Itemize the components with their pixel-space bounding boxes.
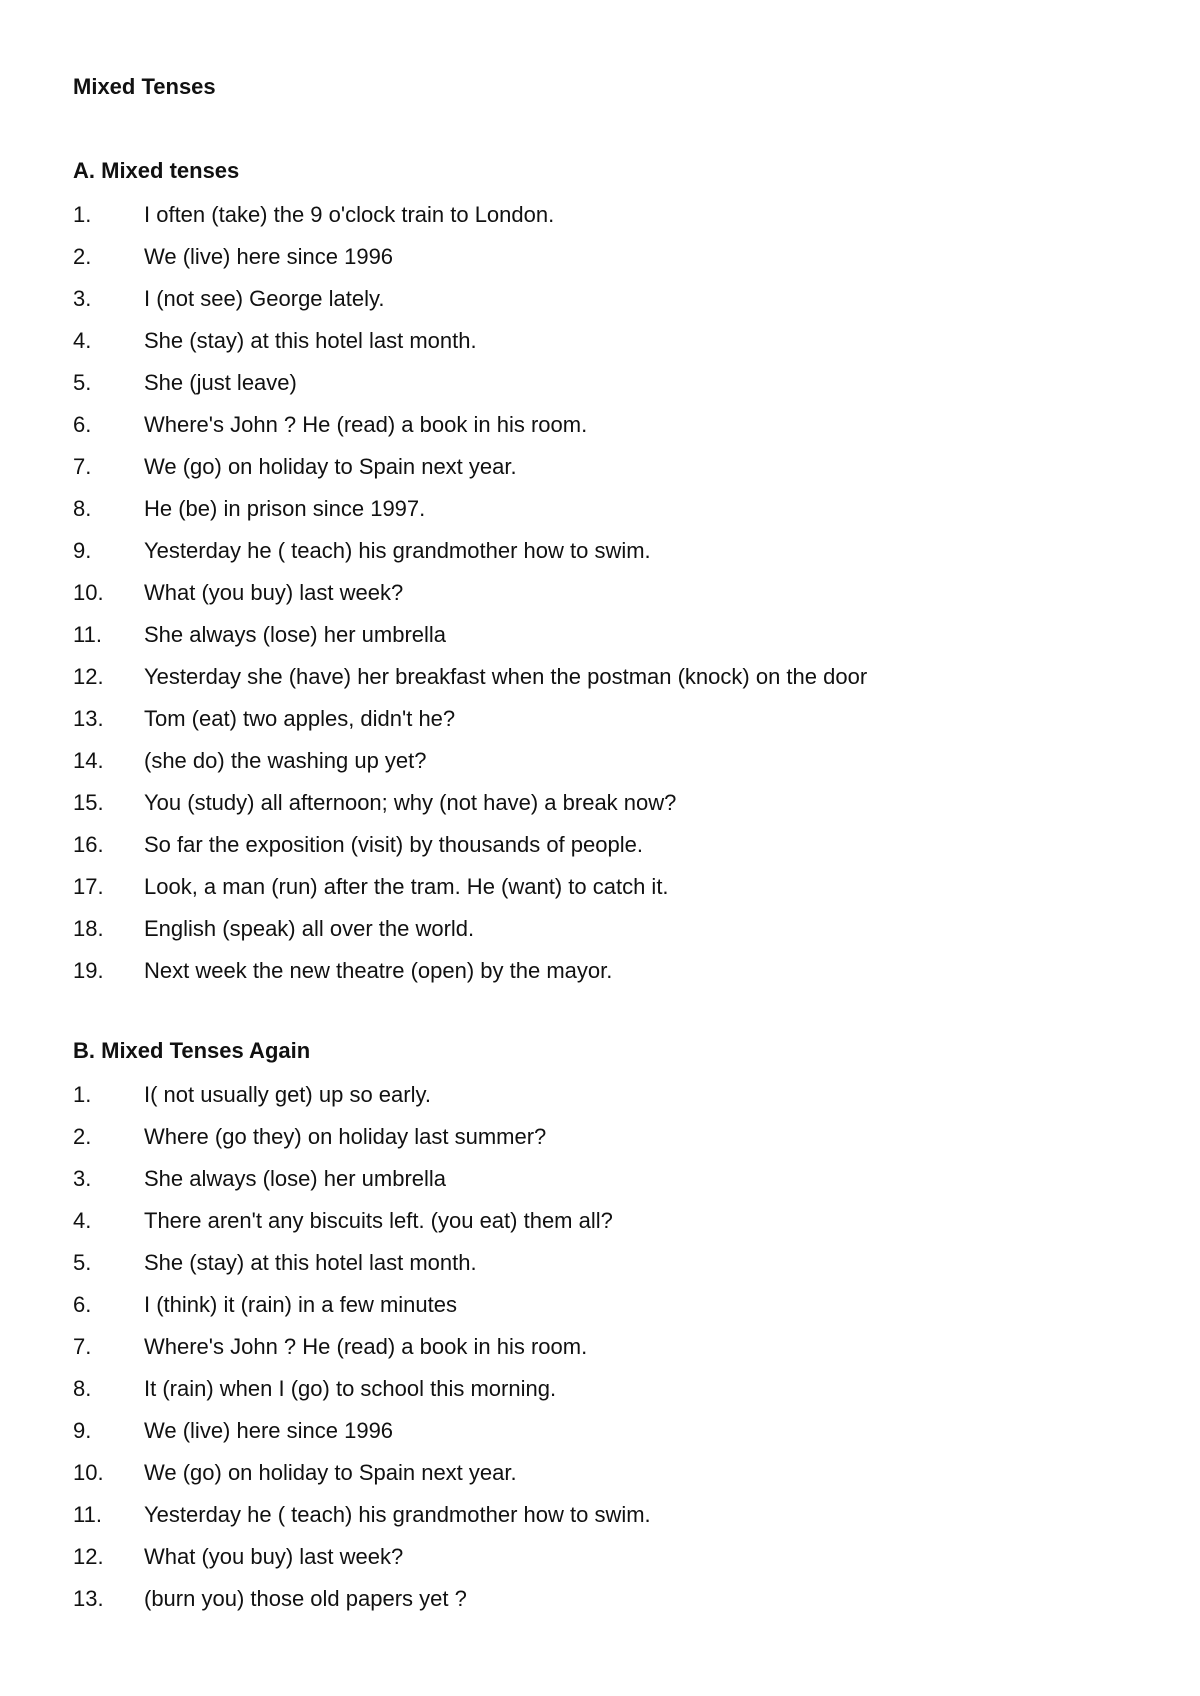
exercise-item xyxy=(73,614,1133,656)
exercise-item xyxy=(73,1284,1133,1326)
exercise-number: 12. xyxy=(73,1544,104,1569)
exercise-item xyxy=(73,698,1133,740)
exercise-number: 11. xyxy=(73,622,102,647)
exercise-number: 9. xyxy=(73,1418,92,1443)
exercise-item xyxy=(73,236,1133,278)
exercise-sentence: We (go) on holiday to Spain next year. xyxy=(144,1460,517,1485)
exercise-sentence: We (go) on holiday to Spain next year. xyxy=(144,454,517,479)
exercise-item xyxy=(73,278,1133,320)
exercise-sentence: We (live) here since 1996 xyxy=(144,1418,394,1443)
exercise-item xyxy=(73,908,1133,950)
document-page xyxy=(73,70,1133,1620)
exercise-sentence: Yesterday she (have) her breakfast when the postman (knock) on the door xyxy=(144,664,868,689)
document-title: Mixed Tenses xyxy=(73,74,216,99)
section-a-exercise-list xyxy=(73,194,1133,992)
exercise-sentence: Where's John ? He (read) a book in his room. xyxy=(144,412,588,437)
exercise-sentence: I often (take) the 9 o'clock train to London. xyxy=(144,202,555,227)
exercise-number: 11. xyxy=(73,1502,102,1527)
exercise-sentence: She (stay) at this hotel last month. xyxy=(144,1250,477,1275)
section-b xyxy=(73,1034,1133,1620)
exercise-number: 5. xyxy=(73,1250,92,1275)
exercise-number: 1. xyxy=(73,1082,92,1107)
section-a xyxy=(73,154,1133,992)
exercise-item xyxy=(73,1536,1133,1578)
exercise-item xyxy=(73,1116,1133,1158)
exercise-sentence: Tom (eat) two apples, didn't he? xyxy=(144,706,456,731)
exercise-sentence: Yesterday he ( teach) his grandmother how to swim. xyxy=(144,1502,651,1527)
exercise-sentence: I( not usually get) up so early. xyxy=(144,1082,431,1107)
exercise-sentence: (burn you) those old papers yet ? xyxy=(144,1586,467,1611)
exercise-number: 10. xyxy=(73,1460,104,1485)
exercise-item xyxy=(73,824,1133,866)
exercise-item xyxy=(73,782,1133,824)
exercise-number: 16. xyxy=(73,832,104,857)
exercise-number: 17. xyxy=(73,874,104,899)
exercise-number: 14. xyxy=(73,748,104,773)
exercise-number: 8. xyxy=(73,496,92,521)
exercise-item xyxy=(73,1158,1133,1200)
exercise-sentence: There aren't any biscuits left. (you eat) them all? xyxy=(144,1208,613,1233)
exercise-sentence: Yesterday he ( teach) his grandmother how to swim. xyxy=(144,538,651,563)
exercise-sentence: What (you buy) last week? xyxy=(144,1544,404,1569)
exercise-number: 6. xyxy=(73,412,92,437)
exercise-number: 3. xyxy=(73,1166,92,1191)
exercise-sentence: We (live) here since 1996 xyxy=(144,244,394,269)
exercise-item xyxy=(73,656,1133,698)
exercise-sentence: Next week the new theatre (open) by the mayor. xyxy=(144,958,613,983)
exercise-number: 7. xyxy=(73,454,92,479)
exercise-item xyxy=(73,1242,1133,1284)
exercise-sentence: Where (go they) on holiday last summer? xyxy=(144,1124,547,1149)
section-b-heading: B. Mixed Tenses Again xyxy=(73,1038,311,1063)
exercise-sentence: I (not see) George lately. xyxy=(144,286,385,311)
exercise-sentence: She always (lose) her umbrella xyxy=(144,1166,447,1191)
exercise-item xyxy=(73,404,1133,446)
exercise-number: 4. xyxy=(73,328,92,353)
exercise-item xyxy=(73,320,1133,362)
exercise-number: 4. xyxy=(73,1208,92,1233)
exercise-item xyxy=(73,1368,1133,1410)
section-b-exercise-list xyxy=(73,1074,1133,1620)
exercise-number: 13. xyxy=(73,1586,104,1611)
exercise-sentence: She (just leave) xyxy=(144,370,297,395)
exercise-item xyxy=(73,1074,1133,1116)
exercise-number: 5. xyxy=(73,370,92,395)
exercise-sentence: He (be) in prison since 1997. xyxy=(144,496,426,521)
exercise-item xyxy=(73,194,1133,236)
exercise-item xyxy=(73,572,1133,614)
exercise-item xyxy=(73,1326,1133,1368)
exercise-number: 7. xyxy=(73,1334,92,1359)
exercise-item xyxy=(73,446,1133,488)
exercise-number: 6. xyxy=(73,1292,92,1317)
exercise-item xyxy=(73,488,1133,530)
exercise-item xyxy=(73,1200,1133,1242)
exercise-sentence: English (speak) all over the world. xyxy=(144,916,475,941)
exercise-number: 13. xyxy=(73,706,104,731)
exercise-sentence: She always (lose) her umbrella xyxy=(144,622,447,647)
exercise-sentence: So far the exposition (visit) by thousands of people. xyxy=(144,832,643,857)
exercise-item xyxy=(73,1410,1133,1452)
exercise-sentence: Where's John ? He (read) a book in his room. xyxy=(144,1334,588,1359)
exercise-number: 10. xyxy=(73,580,104,605)
exercise-item xyxy=(73,530,1133,572)
exercise-number: 12. xyxy=(73,664,104,689)
exercise-sentence: What (you buy) last week? xyxy=(144,580,404,605)
exercise-number: 1. xyxy=(73,202,92,227)
exercise-sentence: I (think) it (rain) in a few minutes xyxy=(144,1292,457,1317)
exercise-item xyxy=(73,1494,1133,1536)
exercise-number: 18. xyxy=(73,916,104,941)
exercise-sentence: (she do) the washing up yet? xyxy=(144,748,427,773)
section-a-heading: A. Mixed tenses xyxy=(73,158,240,183)
exercise-number: 2. xyxy=(73,244,92,269)
exercise-sentence: You (study) all afternoon; why (not have) a break now? xyxy=(144,790,677,815)
exercise-item xyxy=(73,950,1133,992)
exercise-sentence: She (stay) at this hotel last month. xyxy=(144,328,477,353)
exercise-item xyxy=(73,1578,1133,1620)
exercise-number: 15. xyxy=(73,790,104,815)
exercise-item xyxy=(73,362,1133,404)
exercise-number: 8. xyxy=(73,1376,92,1401)
exercise-number: 2. xyxy=(73,1124,92,1149)
exercise-number: 9. xyxy=(73,538,92,563)
exercise-sentence: It (rain) when I (go) to school this morning. xyxy=(144,1376,557,1401)
exercise-item xyxy=(73,740,1133,782)
exercise-item xyxy=(73,866,1133,908)
exercise-sentence: Look, a man (run) after the tram. He (want) to catch it. xyxy=(144,874,669,899)
exercise-item xyxy=(73,1452,1133,1494)
exercise-number: 3. xyxy=(73,286,92,311)
exercise-number: 19. xyxy=(73,958,104,983)
